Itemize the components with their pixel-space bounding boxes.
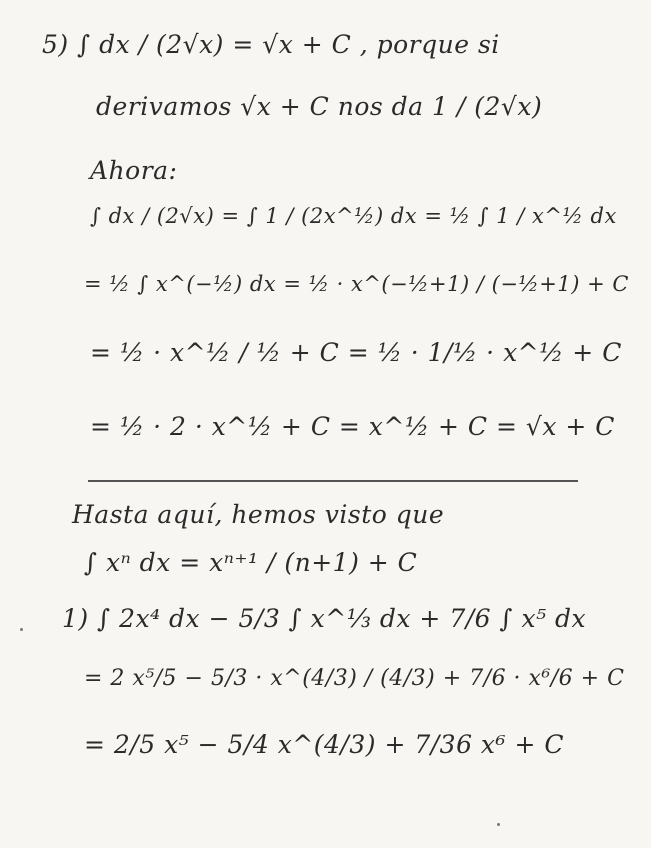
step-simplify: = ½ · x^½ / ½ + C = ½ · 1/½ · x^½ + C <box>90 338 622 367</box>
ahora-heading: Ahora: <box>90 156 178 185</box>
power-rule-formula: ∫ xⁿ dx = xⁿ⁺¹ / (n+1) + C <box>84 548 418 577</box>
problem-1-result: = 2/5 x⁵ − 5/4 x^(4/3) + 7/36 x⁶ + C <box>84 730 565 759</box>
paper-speck <box>497 823 500 826</box>
problem-5-justification: derivamos √x + C nos da 1 / (2√x) <box>96 92 543 121</box>
problem-5-statement: 5) ∫ dx / (2√x) = √x + C , porque si <box>42 30 500 59</box>
step-rewrite-integral: ∫ dx / (2√x) = ∫ 1 / (2x^½) dx = ½ ∫ 1 / x^½ dx <box>90 204 617 228</box>
step-power-rule: = ½ ∫ x^(−½) dx = ½ · x^(−½+1) / (−½+1) + C <box>84 272 629 296</box>
problem-1-step: = 2 x⁵/5 − 5/3 · x^(4/3) / (4/3) + 7/6 · x⁶/6 + C <box>84 666 625 691</box>
step-result: = ½ · 2 · x^½ + C = x^½ + C = √x + C <box>90 412 615 441</box>
paper-speck <box>20 628 23 631</box>
section-divider <box>88 480 578 482</box>
summary-intro: Hasta aquí, hemos visto que <box>72 500 445 529</box>
problem-1-statement: 1) ∫ 2x⁴ dx − 5/3 ∫ x^⅓ dx + 7/6 ∫ x⁵ dx <box>62 604 587 633</box>
